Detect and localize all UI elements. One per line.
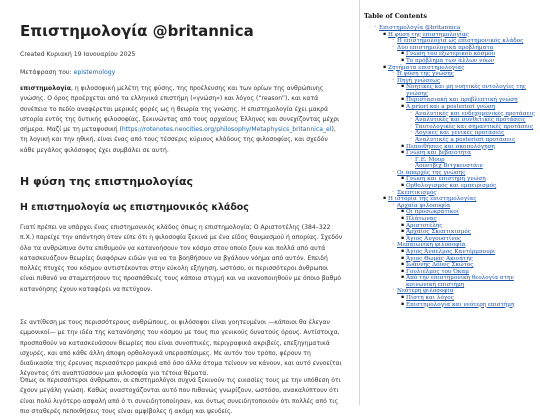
toc-link[interactable]: Αρχαίος Σκεπτικισμός <box>406 229 471 236</box>
toc-bullet-icon: ▪ <box>401 183 405 189</box>
toc-bullet-icon: ◦ <box>392 71 395 77</box>
toc-bullet-icon: ▪ <box>401 294 405 300</box>
toc-bullet-icon: ▪ <box>401 301 405 307</box>
toc-bullet-icon: ▪ <box>401 262 405 268</box>
toc-link[interactable]: Η φύση της γνώσης <box>397 71 454 78</box>
toc-link[interactable]: Άγιος Άνσελμος Καντέρμπουρι <box>406 249 496 255</box>
toc-bullet-icon: ◦ <box>410 123 413 129</box>
toc-item <box>364 137 540 144</box>
toc-item <box>364 104 540 111</box>
toc-link[interactable]: Ταυτολογικές και σημαντικές προτάσεις <box>415 123 534 130</box>
translation-link[interactable]: epistemology <box>73 69 116 76</box>
toc-link[interactable]: Γ.Ε. Μουρ <box>415 156 445 163</box>
toc-bullet-icon: ▪ <box>401 229 405 235</box>
toc-item <box>364 38 540 45</box>
toc-item <box>364 288 540 295</box>
toc-link[interactable]: Άγιος Αυγουστίνος <box>406 235 462 242</box>
section-heading-nature: Η φύση της επιστημολογίας <box>20 175 194 188</box>
toc-bullet-icon: ▪ <box>401 97 405 103</box>
toc-item <box>364 117 540 124</box>
toc-item <box>364 150 540 157</box>
toc-link[interactable]: Ζητήματα επιστημολογίας <box>388 64 465 71</box>
toc-bullet-icon: ▪ <box>401 143 405 149</box>
toc-link[interactable]: Γνώση του εξωτερικού κόσμου <box>406 51 496 58</box>
toc-link[interactable]: Πλάτωνας <box>406 216 437 223</box>
toc-bullet-icon: ◦ <box>410 117 413 123</box>
toc-bullet-icon: ▪ <box>401 57 405 63</box>
toc-bullet-icon: ◦ <box>410 163 413 169</box>
intro-term: επιστημολογία <box>20 85 71 92</box>
toc-link[interactable]: Λογικές και γενικές προτάσεις <box>415 130 505 137</box>
translation-label: Μετάφραση του: <box>20 69 72 76</box>
toc-link[interactable]: Γνώση και επιστήμη γνώση <box>406 176 486 183</box>
toc-link[interactable]: Το πρόβλημα των άλλων νόων <box>406 57 495 64</box>
toc-bullet-icon: ◦ <box>410 156 413 162</box>
toc-item <box>364 97 540 104</box>
toc-link[interactable]: Πεποιθήσεις και σκοπολόγηση <box>406 143 495 150</box>
toc-bullet-icon: ▪ <box>401 222 405 228</box>
toc-link[interactable]: A priori και a posteriori γνώση <box>406 103 496 110</box>
toc-link[interactable]: Γνώση και βεβαιότητα <box>406 150 472 157</box>
toc-bullet-icon: ▪ <box>401 255 405 261</box>
toc-item <box>364 71 540 78</box>
intro-text: , η φιλοσοφική μελέτη της φύσης, της προέλευσης και των ορίων της ανθρώπινης γνώσης. Ο όρος προέρχεται από τα ελληνικά επιστήμη («γνώση») και λόγος (“reason”), και κατά συνέπεια το πεδίο αναφέρεται μερικές φορές ως η θεωρία της γνώσης. Η επιστημολογία έχει μακρά ιστορία εντός της δυτικής φιλοσοφίας, ξεκινώντας από τους αρχαίους Έλληνες και συνεχίζοντας μέχρι σήμερα. Μαζί με τη μεταφυσική ( <box>20 85 340 134</box>
toc-link[interactable]: Δύο επιστημολογικά προβλήματα <box>397 44 494 51</box>
toc-bullet-icon: ▪ <box>401 275 405 281</box>
toc-bullet-icon: ◦ <box>392 44 395 50</box>
toc-title: Table of Contents <box>364 12 427 20</box>
toc-item <box>364 25 540 32</box>
toc-link[interactable]: Από την επιστημονική θεολογία στην κοινωνική επιστήμη <box>406 275 514 288</box>
toc-link[interactable]: Ορθολογισμός και εμπειρισμός <box>406 183 497 190</box>
toc-item <box>364 84 540 97</box>
page-title: Επιστημολογία @britannica <box>20 22 254 40</box>
toc-bullet-icon: ▪ <box>401 235 405 241</box>
toc-bullet-icon: ◦ <box>392 288 395 294</box>
toc-item <box>364 196 540 203</box>
article <box>20 0 345 415</box>
toc-link[interactable]: Επιστημολογία και νεότερη επιστήμη <box>406 301 515 308</box>
toc-link[interactable]: Ιωάννης Δούνς Σκώτος <box>406 262 474 269</box>
toc-link[interactable]: Αναλυτικές a posteriori προτάσεις <box>415 136 516 143</box>
toc-item <box>364 130 540 137</box>
toc-item <box>364 51 540 58</box>
toc-bullet-icon: ▪ <box>383 64 387 70</box>
toc-bullet-icon: ◦ <box>392 169 395 175</box>
toc-bullet-icon: ◦ <box>392 77 395 83</box>
toc-link[interactable]: Η φύση της επιστημολογίας <box>388 31 470 38</box>
intro-tail: ), τη λογική και την ηθική, είναι ένας από τους τέσσερις κύριους κλάδους της φιλοσοφίας, και σχεδόν κάθε μεγάλος φιλόσοφος έχει συμβάλει σε αυτή. <box>20 126 336 154</box>
toc-link[interactable]: Μεσαιωνική φιλοσοφία <box>397 242 466 249</box>
toc-item <box>364 229 540 236</box>
toc-bullet-icon: ▪ <box>401 216 405 222</box>
toc-item <box>364 295 540 302</box>
toc-bullet-icon: ◦ <box>392 189 395 195</box>
metaphysics-link[interactable]: https://rotenotes.neocities.org/philosophy/Metaphysics_britannica_el <box>121 126 332 134</box>
toc-bullet-icon: ▪ <box>401 249 405 254</box>
table-of-contents <box>364 0 540 405</box>
toc-bullet-icon: ▪ <box>401 51 405 57</box>
like-paragraph: Όπως οι περισσότεροι άνθρωποι, οι επιστημολόγοι συχνά ξεκινούν τις εικασίες τους με την υπόθεση ότι έχουν μεγάλη γνώση. Καθώς αναστοχάζονται αυτό που πιθανώς γνωρίζουν, ωστόσο, ανακαλύπτουν ότι είναι πολύ λιγότερο ασφαλή από ό τι συνειδητοποίησαν, και όντως συνειδητοποιούν ότι πολλές από τις πιο σταθερές πεποιθήσεις τους είναι αμφίβολες ή ακόμη και ψευδείς. <box>20 377 341 415</box>
toc-link[interactable]: Επιστημολογία @britannica <box>379 25 461 31</box>
toc-link[interactable]: Οι προσωκρατικοί <box>406 209 460 216</box>
intro-paragraph <box>20 84 343 156</box>
discipline-paragraph: Γιατί πρέπει να υπάρχει ένας επιστημονικός κλάδος όπως η επιστημολογία; Ο Αριστοτέλης (384–322 π.Χ.) παρείχε την απάντηση όταν είπε ότι η φιλοσοφία ξεκινά με ένα είδος θαυμασμού ή απορίας. Σχεδόν όλα τα ανθρώπινα όντα επιθυμούν να κατανοήσουν τον κόσμο στον οποίο ζουν και πολλά από αυτά κατασκευάζουν θεωρίες διαφόρων ειδών για να τα βοηθήσουν να βγάλουν νόημα από αυτόν. Επειδή πολλές πτυχές του κόσμου αντιστέκονται στην εύκολη εξήγηση, ωστόσο, οι περισσότεροι άνθρωποι είναι πιθανό να σταματήσουν τις προσπάθειές τους κάποια στιγμή και να ικανοποιηθούν με όποιο βαθμό κατανόησης έχουν καταφέρει να πετύχουν. <box>20 224 343 293</box>
toc-bullet-icon: ◦ <box>374 25 377 30</box>
toc-link[interactable]: Νεότερη φιλοσοφία <box>397 288 454 295</box>
toc-link[interactable]: Οι απαρχές της γνώσης <box>397 169 466 176</box>
toc-item <box>364 183 540 190</box>
toc-link[interactable]: Γουλιέλμος του Όκαμ <box>406 268 470 275</box>
toc-list <box>364 25 540 308</box>
toc-bullet-icon: ◦ <box>392 202 395 208</box>
toc-link[interactable]: Αρχαία φιλοσοφία <box>397 202 451 209</box>
toc-link[interactable]: Αναλυτικές και ενδεχομενικές προτάσεις <box>415 110 535 117</box>
toc-bullet-icon: ◦ <box>392 242 395 248</box>
toc-bullet-icon: ▪ <box>383 196 387 202</box>
toc-bullet-icon: ▪ <box>383 31 387 37</box>
toc-link[interactable]: Πηγή γνώσεως <box>397 77 441 84</box>
toc-bullet-icon: ▪ <box>401 150 405 156</box>
subsection-heading-discipline: Η επιστημολογία ως επιστημονικός κλάδος <box>20 202 249 213</box>
toc-item <box>364 302 540 309</box>
toc-bullet-icon: ◦ <box>410 110 413 116</box>
toc-item <box>364 216 540 223</box>
toc-bullet-icon: ▪ <box>401 103 405 109</box>
toc-item <box>364 163 540 170</box>
toc-link[interactable]: Αναλυτικές και συνθετικές προτάσεις <box>415 117 526 124</box>
toc-link[interactable]: Λούντβιχ Βιτγκενστάιν <box>415 163 483 170</box>
toc-bullet-icon: ◦ <box>410 130 413 136</box>
toc-link[interactable]: Αριστοτέλης <box>406 222 443 229</box>
toc-link[interactable]: Η ιστορία της επιστημολογίας <box>388 196 477 203</box>
toc-link[interactable]: Νοητικές και μη νοητικές οντολογίες της γνώσης <box>406 84 526 97</box>
toc-item <box>364 249 540 256</box>
toc-link[interactable]: Πίστη και λόγος <box>406 294 454 301</box>
toc-bullet-icon: ◦ <box>392 38 395 44</box>
toc-link[interactable]: Σκεπτικισμός <box>397 189 437 196</box>
created-date: Created Κυριακή 19 Ιανουαρίου 2025 <box>20 51 136 58</box>
toc-item <box>364 275 540 288</box>
toc-item <box>364 209 540 216</box>
toc-link[interactable]: Η επιστημολογία ως επιστημονικός κλάδος <box>397 38 524 45</box>
translation-line <box>20 69 115 77</box>
toc-link[interactable]: Περιστασιακή και προβλεπτική γνώση <box>406 97 518 104</box>
unlike-paragraph: Σε αντίθεση με τους περισσότερους ανθρώπους, οι φιλόσοφοι είναι γοητευμένοι —κάποιοι θα έλεγαν εμμονικοί— με την ιδέα της κατανόησης του κόσμου με τους πιο γενικούς δυνατούς όρους. Αντίστοιχα, προσπαθούν να κατασκευάσουν θεωρίες που είναι συνοπτικές, περιγραφικά ακριβείς, επεξηγηματικά ισχυρές, και από κάθε άλλη άποψη ορθολογικά υπερασπίσιμες. Με αυτόν τον τρόπο, φέρουν τη διαδικασία της έρευνας περισσότερο μακριά από όσο άλλα άτομα τείνουν να κάνουν, και αυτό εννοείται λέγοντας ότι αναπτύσσουν μια φιλοσοφία για τέτοια θέματα. <box>20 319 342 378</box>
toc-item <box>364 58 540 65</box>
toc-bullet-icon: ▪ <box>401 176 405 182</box>
toc-bullet-icon: ▪ <box>401 84 405 90</box>
toc-link[interactable]: Άγιος Θωμάς Ακινάτης <box>406 255 473 262</box>
toc-divider <box>359 0 360 405</box>
toc-bullet-icon: ▪ <box>401 268 405 274</box>
toc-bullet-icon: ▪ <box>401 209 405 215</box>
toc-item <box>364 242 540 249</box>
toc-bullet-icon: ◦ <box>410 136 413 142</box>
toc-item <box>364 262 540 269</box>
